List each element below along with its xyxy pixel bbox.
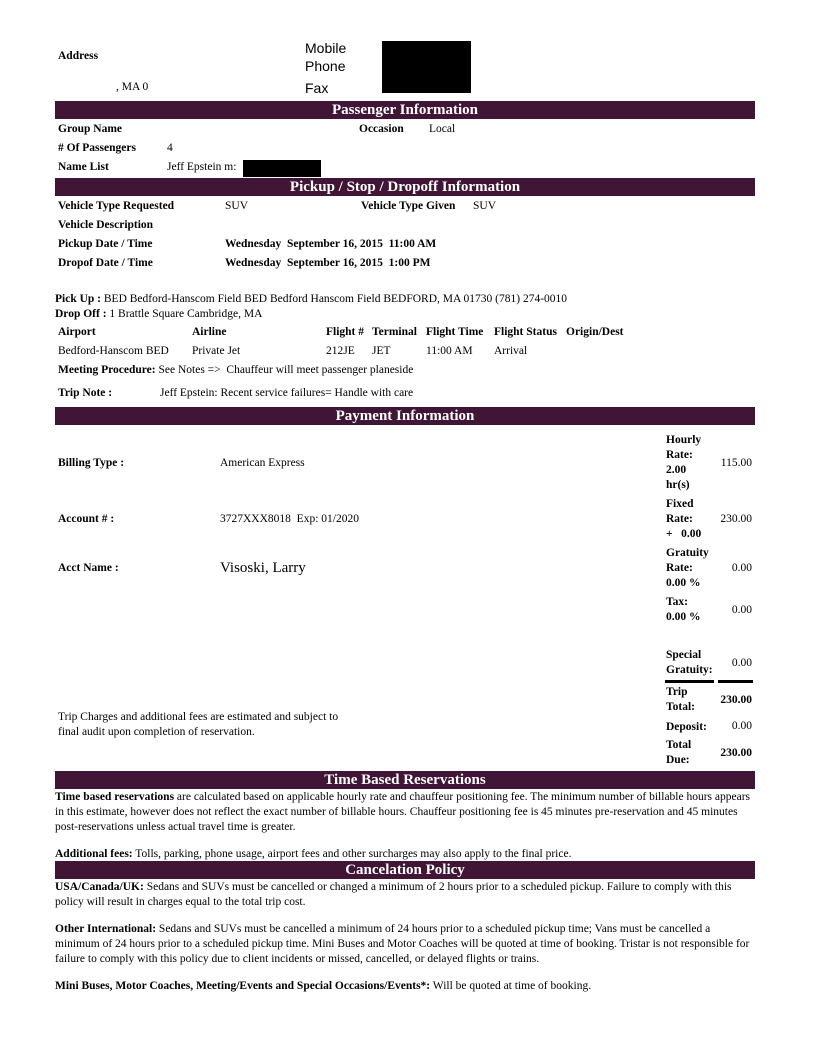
dropof-dt-value: Wednesday September 16, 2015 1:00 PM — [225, 257, 431, 269]
pickup-dt-value: Wednesday September 16, 2015 11:00 AM — [225, 238, 437, 250]
special-gratuity-value: 0.00 — [731, 657, 752, 669]
payment-note-line2: final audit upon completion of reservation. — [58, 726, 255, 738]
gratuity-rate-value: 0.00 — [731, 562, 752, 574]
cancel-minibus-bold: Mini Buses, Motor Coaches, Meeting/Events and Special Occasions/Events*: — [55, 980, 431, 992]
dropof-dt-label: Dropof Date / Time — [58, 257, 153, 269]
billing-value: American Express — [220, 457, 305, 469]
acct-name-value: Visoski, Larry — [220, 560, 306, 576]
redaction-box — [382, 41, 471, 93]
vehicle-req-label: Vehicle Type Requested — [58, 200, 175, 212]
flight-header-airline: Airline — [192, 326, 227, 338]
cancel-intl-paragraph — [55, 922, 755, 967]
total-divider — [665, 680, 714, 683]
flight-cell-number: 212JE — [326, 345, 355, 357]
passengers-value: 4 — [167, 142, 173, 154]
section-payment-header: Payment Information — [55, 407, 755, 425]
deposit-value: 0.00 — [731, 720, 752, 732]
cancel-usa-text: Sedans and SUVs must be cancelled or changed a minimum of 2 hours prior to a scheduled pickup. Failure to comply with this policy will result in charges equal to the total trip cost. — [55, 881, 732, 908]
dropoff-line — [55, 308, 262, 320]
tax-value: 0.00 — [731, 604, 752, 616]
payment-note-line1: Trip Charges and additional fees are estimated and subject to — [58, 711, 339, 723]
mobile-label-1: Mobile — [305, 40, 347, 56]
trip-note-value: Jeff Epstein: Recent service failures= Handle with care — [160, 387, 414, 399]
pickup-line — [55, 293, 567, 305]
pickup-value: BED Bedford-Hanscom Field BED Bedford Hanscom Field BEDFORD, MA 01730 (781) 274-0010 — [101, 293, 568, 305]
cancel-minibus-text: Will be quoted at time of booking. — [430, 980, 592, 992]
time-based-text: are calculated based on applicable hourly rate and chauffeur positioning fee. The minimum number of billable hours appears in this estimate, however does not reflect the exact number of billable hours. Chauffeur positioning fee is 45 minutes pre-reservation and 45 minutes post-reservations unless actual travel time is greater. — [55, 791, 751, 833]
vehicle-req-value: SUV — [225, 200, 249, 212]
additional-fees-paragraph — [55, 847, 755, 862]
flight-header-time: Flight Time — [426, 326, 484, 338]
redaction-box — [243, 160, 321, 177]
flight-cell-terminal: JET — [372, 345, 391, 357]
flight-cell-status: Arrival — [494, 345, 528, 357]
total-divider — [718, 680, 753, 683]
cancel-intl-bold: Other International: — [55, 923, 157, 935]
hourly-rate-value: 115.00 — [720, 457, 752, 469]
trip-note-label: Trip Note : — [58, 387, 113, 399]
section-cancel-header: Cancelation Policy — [55, 861, 755, 879]
occasion-value: Local — [429, 123, 456, 135]
additional-fees-bold: Additional fees: — [55, 848, 133, 860]
fixed-rate-value: 230.00 — [720, 513, 752, 525]
account-value: 3727XXX8018 Exp: 01/2020 — [220, 513, 359, 525]
time-based-bold: Time based reservations — [55, 791, 175, 803]
tax-label: Tax: 0.00 % — [666, 596, 701, 623]
trip-total-label: Trip Total: — [666, 686, 695, 713]
fixed-rate-label: Fixed Rate: + 0.00 — [666, 498, 702, 540]
name-list-value: Jeff Epstein m: — [167, 161, 237, 173]
section-time-based-header: Time Based Reservations — [55, 771, 755, 789]
account-label: Account # : — [58, 513, 115, 525]
pickup-dt-label: Pickup Date / Time — [58, 238, 153, 250]
flight-header-number: Flight # — [326, 326, 365, 338]
deposit-label: Deposit: — [666, 721, 707, 733]
flight-cell-time: 11:00 AM — [426, 345, 473, 357]
occasion-label: Occasion — [359, 123, 404, 135]
total-due-label: Total Due: — [666, 739, 692, 766]
trip-total-value: 230.00 — [720, 694, 752, 706]
section-passenger-header: Passenger Information — [55, 101, 755, 119]
hourly-rate-label: Hourly Rate: 2.00 hr(s) — [666, 434, 702, 491]
flight-header-origin: Origin/Dest — [566, 326, 624, 338]
acct-name-label: Acct Name : — [58, 562, 119, 574]
dropoff-value: 1 Brattle Square Cambridge, MA — [106, 308, 263, 320]
fax-label: Fax — [305, 80, 329, 96]
flight-cell-airline: Private Jet — [192, 345, 241, 357]
dropoff-label: Drop Off : — [55, 308, 107, 320]
flight-header-status: Flight Status — [494, 326, 557, 338]
vehicle-given-value: SUV — [473, 200, 497, 212]
address-label: Address — [58, 50, 99, 62]
time-based-paragraph — [55, 790, 755, 835]
vehicle-given-label: Vehicle Type Given — [361, 200, 456, 212]
cancel-minibus-paragraph — [55, 979, 755, 994]
additional-fees-text: Tolls, parking, phone usage, airport fees and other surcharges may also apply to the final price. — [132, 848, 572, 860]
flight-header-airport: Airport — [58, 326, 96, 338]
billing-label: Billing Type : — [58, 457, 125, 469]
flight-header-terminal: Terminal — [372, 326, 417, 338]
special-gratuity-label: Special Gratuity: — [666, 649, 713, 676]
gratuity-rate-label: Gratuity Rate: 0.00 % — [666, 547, 709, 589]
meeting-procedure — [58, 364, 413, 376]
cancel-usa-paragraph — [55, 880, 755, 910]
passengers-label: # Of Passengers — [58, 142, 136, 154]
group-name-label: Group Name — [58, 123, 122, 135]
pickup-label: Pick Up : — [55, 293, 101, 305]
name-list-label: Name List — [58, 161, 109, 173]
cancel-usa-bold: USA/Canada/UK: — [55, 881, 144, 893]
vehicle-desc-label: Vehicle Description — [58, 219, 154, 231]
cancel-intl-text: Sedans and SUVs must be cancelled a minimum of 24 hours prior to a scheduled pickup time; Vans must be cancelled a minimum of 24 hours prior to a scheduled pickup time. Mini Buses and Motor Coaches will be quoted at time of booking. Tristar is not responsible for failure to comply with this policy due to client incidents or missed, cancelled, or delayed flights or trains. — [55, 923, 750, 965]
meeting-label: Meeting Procedure: — [58, 364, 156, 376]
flight-cell-airport: Bedford-Hanscom BED — [58, 345, 169, 357]
mobile-label-2: Phone — [305, 58, 346, 74]
address-value: , MA 0 — [116, 81, 149, 93]
meeting-value: See Notes => Chauffeur will meet passenger planeside — [155, 364, 414, 376]
section-pickup-header: Pickup / Stop / Dropoff Information — [55, 178, 755, 196]
total-due-value: 230.00 — [720, 747, 752, 759]
